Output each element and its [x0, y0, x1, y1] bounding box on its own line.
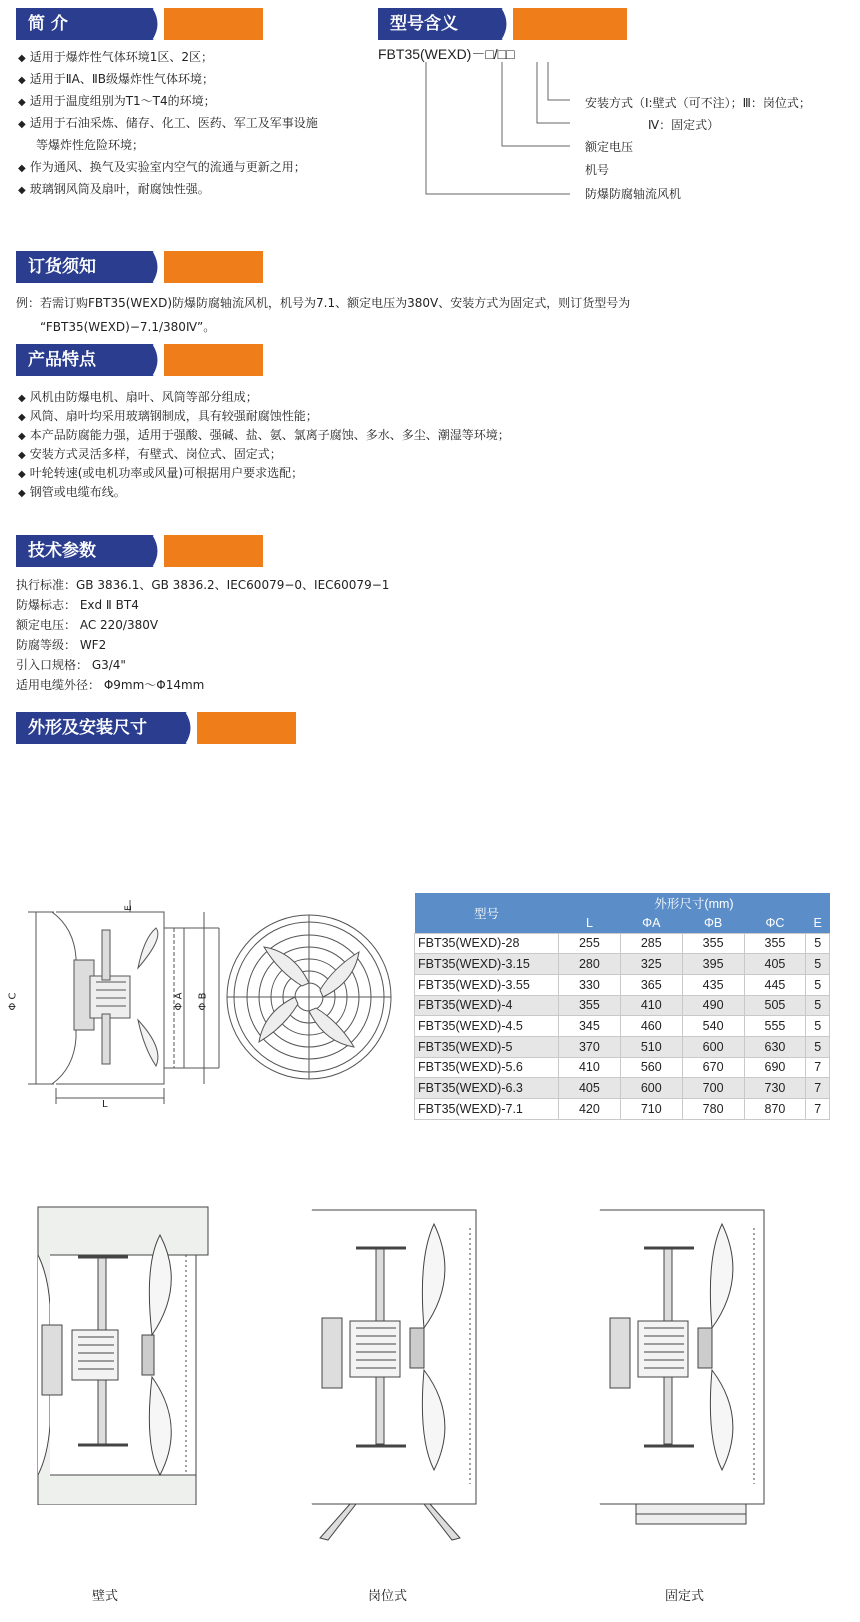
table-header-col: ΦA — [620, 913, 682, 933]
caption-post: 岗位式 — [368, 1589, 408, 1604]
table-row: FBT35(WEXD)-28 255 285 355 355 5 — [415, 933, 830, 954]
table-header-col: ΦB — [682, 913, 744, 933]
tech-heading: 技术参数 — [16, 535, 151, 567]
model-heading: 型号含义 — [378, 8, 500, 40]
caption-wall: 壁式 — [92, 1589, 119, 1604]
table-row: FBT35(WEXD)-4 355 410 490 505 5 — [415, 995, 830, 1016]
tech-line: 防腐等级： WF2 — [16, 638, 107, 652]
side-view-drawing — [14, 898, 234, 1123]
table-header-col: L — [559, 913, 621, 933]
model-name: 防爆防腐轴流风机 — [585, 187, 682, 201]
table-row: FBT35(WEXD)-4.5 345 460 540 555 5 — [415, 1016, 830, 1037]
order-header — [16, 251, 263, 283]
model-code: FBT35(WEXD)－□/□□ — [378, 46, 515, 62]
model-voltage: 额定电压 — [585, 140, 634, 154]
intro-item: ◆ 适用于温度组别为T1～T4的环境； — [18, 94, 216, 108]
intro-item: ◆ 适用于石油采炼、储存、化工、医药、军工及军事设施 — [18, 116, 318, 130]
feature-item: ◆ 风筒、扇叶均采用玻璃钢制成，具有较强耐腐蚀性能； — [18, 409, 318, 423]
dim-label-a: Φ A — [173, 992, 185, 1011]
order-line-2: “FBT35(WEXD)−7.1/380Ⅳ”。 — [40, 320, 216, 334]
dim-label-b: Φ B — [197, 992, 209, 1011]
features-heading: 产品特点 — [16, 344, 151, 376]
table-row: FBT35(WEXD)-5 370 510 600 630 5 — [415, 1036, 830, 1057]
table-header-col: ΦC — [744, 913, 806, 933]
tech-line: 引入口规格： G3/4" — [16, 658, 126, 672]
feature-item: ◆ 叶轮转速(或电机功率或风量)可根据用户要求选配； — [18, 466, 304, 480]
model-header — [378, 8, 627, 40]
front-view-drawing — [224, 912, 394, 1082]
model-number: 机号 — [585, 163, 610, 177]
table-row: FBT35(WEXD)-3.15 280 325 395 405 5 — [415, 954, 830, 975]
table-row: FBT35(WEXD)-3.55 330 365 435 445 5 — [415, 974, 830, 995]
dim-label-c: Φ C — [7, 992, 19, 1011]
intro-item: ◆ 玻璃钢风筒及扇叶，耐腐蚀性强。 — [18, 182, 210, 196]
intro-item: 等爆炸性危险环境； — [36, 138, 145, 152]
features-header — [16, 344, 263, 376]
wall-mount-drawing — [36, 1205, 226, 1505]
dim-label-l: L — [102, 1099, 108, 1110]
intro-item: ◆ 适用于ⅡA、ⅡB级爆炸性气体环境； — [18, 72, 214, 86]
feature-item: ◆ 风机由防爆电机、扇叶、风筒等部分组成； — [18, 390, 258, 404]
table-row: FBT35(WEXD)-5.6 410 560 670 690 7 — [415, 1057, 830, 1078]
order-line-1: 例：若需订购FBT35(WEXD)防爆防腐轴流风机，机号为7.1、额定电压为380V、安装方式为固定式，则订货型号为 — [16, 296, 631, 310]
intro-heading: 简 介 — [16, 8, 151, 40]
dims-heading: 外形及安装尺寸 — [16, 712, 184, 744]
dims-header — [16, 712, 296, 744]
spec-table — [414, 893, 830, 1120]
tech-line: 适用电缆外径： Φ9mm～Φ14mm — [16, 678, 205, 692]
fixed-mount-drawing — [598, 1208, 778, 1528]
table-header-model: 型号 — [415, 893, 559, 933]
feature-item: ◆ 本产品防腐能力强，适用于强酸、强碱、盐、氨、氯离子腐蚀、多水、多尘、潮湿等环境； — [18, 428, 510, 442]
intro-item: ◆ 作为通风、换气及实验室内空气的流通与更新之用； — [18, 160, 306, 174]
table-row: FBT35(WEXD)-7.1 420 710 780 870 7 — [415, 1099, 830, 1120]
tech-header — [16, 535, 263, 567]
order-heading: 订货须知 — [16, 251, 151, 283]
post-mount-drawing — [310, 1208, 490, 1548]
tech-line: 执行标准：GB 3836.1、GB 3836.2、IEC60079−0、IEC60079−1 — [16, 578, 390, 592]
model-install: 安装方式（Ⅰ:壁式（可不注）；Ⅲ：岗位式； — [585, 96, 811, 110]
intro-header — [16, 8, 263, 40]
dim-label-e: E — [123, 905, 134, 911]
feature-item: ◆ 钢管或电缆布线。 — [18, 485, 126, 499]
model-install-2: Ⅳ：固定式） — [648, 118, 720, 132]
intro-item: ◆ 适用于爆炸性气体环境1区、2区； — [18, 50, 213, 64]
table-row: FBT35(WEXD)-6.3 405 600 700 730 7 — [415, 1078, 830, 1099]
model-code-leaders — [420, 58, 580, 208]
feature-item: ◆ 安装方式灵活多样，有壁式、岗位式、固定式； — [18, 447, 282, 461]
table-header-col: E — [806, 913, 830, 933]
tech-line: 额定电压： AC 220/380V — [16, 618, 159, 632]
tech-line: 防爆标志： Exd Ⅱ BT4 — [16, 598, 139, 612]
caption-fixed: 固定式 — [665, 1589, 705, 1604]
table-header-group: 外形尺寸(mm) — [559, 893, 830, 913]
